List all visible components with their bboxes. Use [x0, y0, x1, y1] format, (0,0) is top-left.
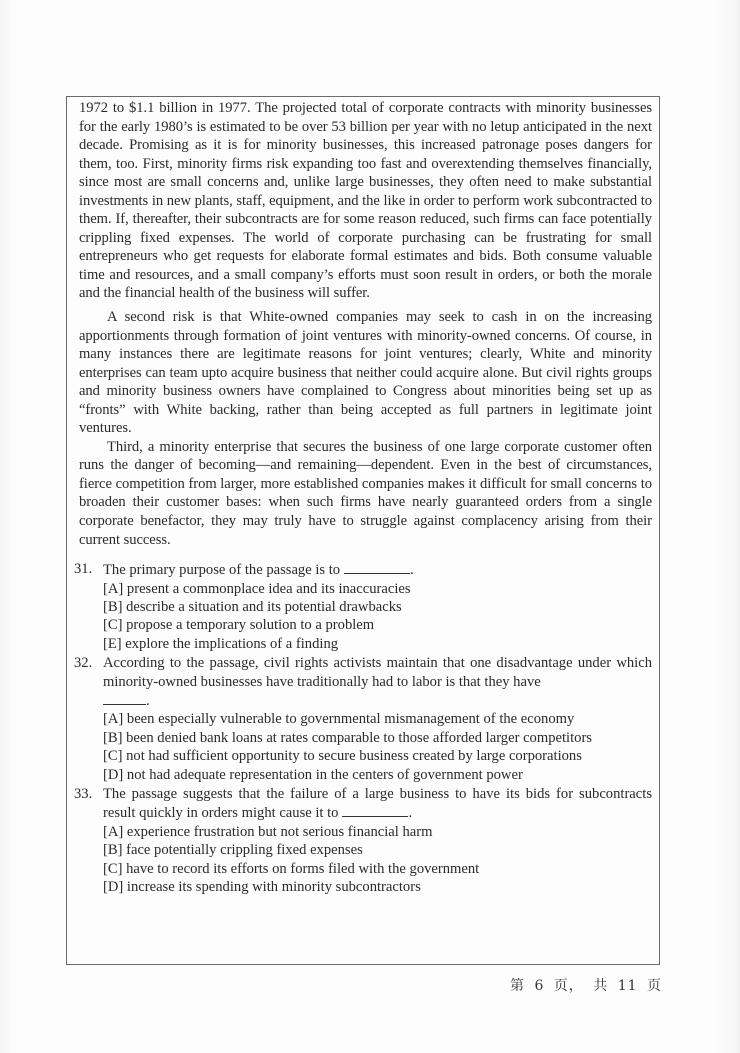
question-stem — [103, 654, 652, 710]
option-b[interactable]: [B] describe a situation and its potential drawbacks — [103, 598, 402, 615]
answer-blank — [344, 560, 410, 574]
question-stem — [103, 560, 652, 579]
question-stem-text: The primary purpose of the passage is to — [103, 562, 341, 579]
option-e[interactable]: [E] explore the implications of a finding — [103, 635, 339, 652]
passage-paragraph-1: 1972 to $1.1 billion in 1977. The projected total of corporate contracts with minority businesses for the early 1980’s is estimated to be over 53 billion per year with no letup anticipated in the next decade. Promising as it is for minority businesses, this increased patronage poses dangers for them, too. First, minority firms risk expanding too fast and overextending themselves financially, since most are small concerns and, unlike large businesses, they often need to make substantial investments in new plants, staff, equipment, and the like in order to perform work subcontracted to them. If, thereafter, their subcontracts are for some reason reduced, such firms can face potentially crippling fixed expenses. The world of corporate purchasing can be frustrating for small entrepreneurs who get requests for elaborate formal estimates and bids. Both consume valuable time and resources, and a small company’s efforts must soon result in orders, or both the morale and the financial health of the business will suffer. — [79, 100, 652, 302]
option-b[interactable]: [B] been denied bank loans at rates comparable to those afforded larger competitors — [103, 729, 592, 746]
question-stem — [103, 785, 652, 823]
option-c[interactable]: [C] not had sufficient opportunity to secure business created by large corporations — [103, 748, 582, 765]
option-d[interactable]: [D] not had adequate representation in the centers of government power — [103, 766, 523, 783]
question-stem-end: . — [408, 805, 413, 822]
question-number: 33. — [74, 786, 93, 802]
question-stem-text: The passage suggests that the failure of a large business to have its bids for subcontracts result quickly in orders might cause it to — [103, 786, 652, 822]
question-stem-end: . — [146, 692, 150, 709]
option-d[interactable]: [D] increase its spending with minority subcontractors — [103, 879, 421, 896]
option-c[interactable]: [C] propose a temporary solution to a problem — [103, 617, 375, 634]
option-c[interactable]: [C] have to record its efforts on forms filed with the government — [103, 860, 480, 877]
option-a[interactable]: [A] been especially vulnerable to governmental mismanagement of the economy — [103, 711, 575, 728]
exam-content-box — [66, 96, 660, 965]
option-b[interactable]: [B] face potentially crippling fixed expenses — [103, 842, 363, 859]
reading-passage — [79, 99, 652, 549]
question-33 — [74, 785, 652, 896]
option-a[interactable]: [A] present a commonplace idea and its inaccuracies — [103, 580, 411, 597]
answer-blank — [342, 803, 408, 817]
question-31 — [74, 560, 652, 653]
question-stem-text: According to the passage, civil rights activists maintain that one disadvantage under which minority-owned businesses have traditionally had to labor is that they have — [103, 655, 652, 690]
question-number: 32. — [74, 655, 93, 672]
page-number-indicator: 第 6 页， 共 11 页 — [510, 978, 662, 994]
passage-paragraph-2: A second risk is that White-owned companies may seek to cash in on the increasing apportionments through formation of joint ventures with minority-owned concerns. Of course, in many instances there are legitimate reasons for joint ventures; clearly, White and minority enterprises can team upto acquire business that neither could acquire alone. But civil rights groups and minority business owners have complained to Congress about minorities being set up as “fronts” with White backing, rather than being accepted as full partners in legitimate joint ventures. — [79, 309, 652, 437]
answer-blank — [103, 691, 146, 705]
question-stem-end: . — [410, 562, 414, 579]
question-number: 31. — [74, 561, 93, 578]
option-a[interactable]: [A] experience frustration but not serious financial harm — [103, 823, 433, 840]
question-32 — [74, 654, 652, 784]
passage-paragraph-3: Third, a minority enterprise that secures the business of one large corporate customer often runs the danger of becoming—and remaining—dependent. Even in the best of circumstances, fierce competition from larger, more established companies makes it difficult for small concerns to broaden their customer bases: when such firms have nearly guaranteed orders from a single corporate benefactor, they may truly have to struggle against complacency arising from their current success. — [79, 438, 652, 548]
question-list — [74, 560, 652, 896]
